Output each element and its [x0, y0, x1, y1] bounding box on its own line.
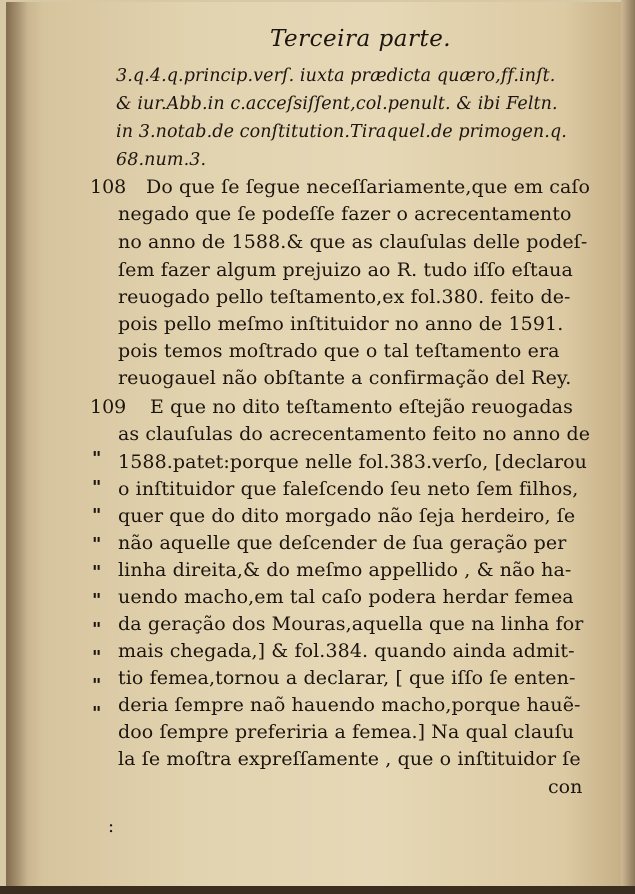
citation-line: 68.num.3.: [116, 150, 207, 170]
paragraph-line: pois temos moſtrado que o tal teſtamento era: [118, 340, 560, 362]
bottom-mark: :: [108, 816, 115, 837]
paragraph-line: linha direita,& do meſmo appellido , & não ha-: [118, 559, 572, 581]
paragraph-line: tio femea,tornou a declarar, [ que iſſo ſe enten-: [118, 667, 576, 689]
paragraph-line: deria ſempre naõ hauendo macho,porque hauẽ-: [118, 694, 581, 716]
paragraph-line: uendo macho,em tal caſo podera herdar femea: [118, 586, 574, 608]
quote-mark: ": [92, 619, 102, 640]
paragraph-number: 108: [90, 176, 127, 198]
paragraph-line: não aquelle que deſcender de ſua geração per: [118, 532, 567, 554]
citation-line: & iur.Abb.in c.acceſsiſſent,col.penult. & ibi Feltn.: [116, 94, 558, 114]
paragraph-line: E que no dito teſtamento eſtejão reuogadas: [150, 396, 573, 418]
paragraph-line: pois pello meſmo inſtituidor no anno de 1591.: [118, 313, 564, 335]
quote-mark: ": [92, 590, 102, 611]
paragraph-line: o inſtituidor que faleſcendo ſeu neto ſem filhos,: [118, 478, 579, 500]
citation-line: 3.q.4.q.princip.verſ. iuxta prædicta quæro,ff.inſt.: [116, 66, 556, 86]
catchword: con: [548, 776, 583, 798]
quote-mark: ": [92, 505, 102, 526]
paragraph-line: mais chegada,] & fol.384. quando ainda admit-: [118, 640, 575, 662]
paragraph-line: ſem fazer algum prejuizo ao R. tudo iſſo eſtaua: [118, 259, 573, 281]
quote-mark: ": [92, 534, 102, 555]
running-title: Terceira parte.: [270, 26, 452, 52]
quote-mark: ": [92, 675, 102, 696]
paragraph-line: as clauſulas do acrecentamento feito no anno de: [118, 423, 591, 445]
paragraph-line: negado que ſe podeſſe fazer o acrecentamento: [118, 203, 572, 225]
paragraph-line: quer que do dito morgado não ſeja herdeiro, ſe: [118, 505, 576, 527]
quote-mark: ": [92, 477, 102, 498]
quote-mark: ": [92, 562, 102, 583]
citation-line: in 3.notab.de conſtitution.Tiraquel.de primogen.q.: [116, 122, 567, 142]
quote-mark: ": [92, 448, 102, 469]
paragraph-line: Do que ſe ſegue neceſſariamente,que em caſo: [146, 176, 591, 198]
paragraph-line: reuogauel não obſtante a confirmação del Rey.: [118, 367, 572, 389]
paragraph-number: 109: [90, 396, 127, 418]
paragraph-line: da geração dos Mouras,aquella que na linha for: [118, 613, 584, 635]
paragraph-line: la ſe moſtra expreſſamente , que o inſtituidor ſe: [118, 748, 581, 770]
paragraph-line: doo ſempre preferiria a femea.] Na qual clauſu: [118, 721, 575, 743]
quote-mark: ": [92, 647, 102, 668]
quote-mark: ": [92, 703, 102, 724]
paragraph-line: reuogado pello teſtamento,ex fol.380. feito de-: [118, 286, 571, 308]
paragraph-line: no anno de 1588.& que as clauſulas delle podeſ-: [118, 231, 588, 253]
paragraph-line: 1588.patet:porque nelle fol.383.verſo, [declarou: [118, 451, 588, 473]
